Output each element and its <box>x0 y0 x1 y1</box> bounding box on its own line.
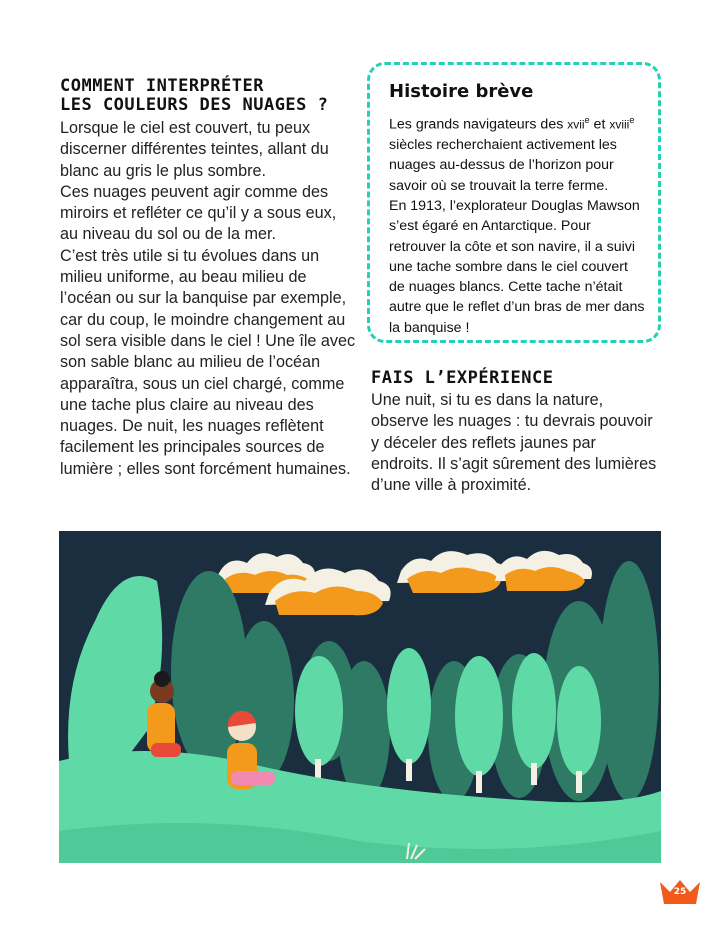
illustration-canvas <box>59 531 661 863</box>
night-forest-illustration <box>59 531 661 863</box>
experiment-body: Une nuit, si tu es dans la nature, observe les nuages : tu devrais pouvoir y déceler des reflets jaunes par endroits. Il s’agit sûrement des lumières d’une ville à proximité. <box>371 391 657 495</box>
heading-line-2: LES COULEURS DES NUAGES ? <box>60 95 329 115</box>
page-number: 25 <box>673 887 687 897</box>
section-heading-interpret-colors <box>60 77 360 115</box>
paragraph: Lorsque le ciel est couvert, tu peux discerner différentes teintes, allant du blanc au gris le plus sombre. <box>60 119 329 180</box>
section-heading-experiment: FAIS L’EXPÉRIENCE <box>371 368 554 388</box>
interpret-colors-body <box>60 118 358 480</box>
paragraph: C’est très utile si tu évolues dans un milieu uniforme, au beau milieu de l’océan ou sur la banquise par exemple, car du coup, le moindre changement au sol sera visible dans le ciel ! Une île avec son sable blanc au milieu de l’océan apparaîtra, sous un ciel chargé, comme une tache plus claire au niveau des nuages. De nuit, les nuages reflètent facilement les principales sources de lumière ; elles sont forcément humaines. <box>60 246 356 478</box>
text-run: siècles recherchaient activement les nuages au-dessus de l’horizon pour savoir où se trouvait la terre ferme. <box>389 137 617 194</box>
superscript: e <box>629 115 635 125</box>
history-box-text <box>389 110 645 338</box>
history-sidebar-box <box>367 62 661 343</box>
superscript: e <box>584 115 590 125</box>
history-box-title: Histoire brève <box>389 81 534 102</box>
paragraph: Ces nuages peuvent agir comme des miroirs et refléter ce qu’il y a sous eux, au niveau du sol ou de la mer. <box>60 182 337 244</box>
heading-line-1: COMMENT INTERPRÉTER <box>60 76 264 96</box>
text-run: et <box>589 116 610 133</box>
century-numeral: xvii <box>567 117 585 132</box>
century-numeral: xviii <box>609 117 630 132</box>
text-run: Les grands navigateurs des <box>389 116 568 133</box>
text-run: En 1913, l’explorateur Douglas Mawson s’est égaré en Antarctique. Pour retrouver la côte et son navire, il a suivi une tache sombre dans le ciel couvert de nuages blancs. Cette tache n’était autre que le reflet d’un bras de mer dans la banquise ! <box>389 197 645 336</box>
page-number-badge <box>656 876 704 906</box>
